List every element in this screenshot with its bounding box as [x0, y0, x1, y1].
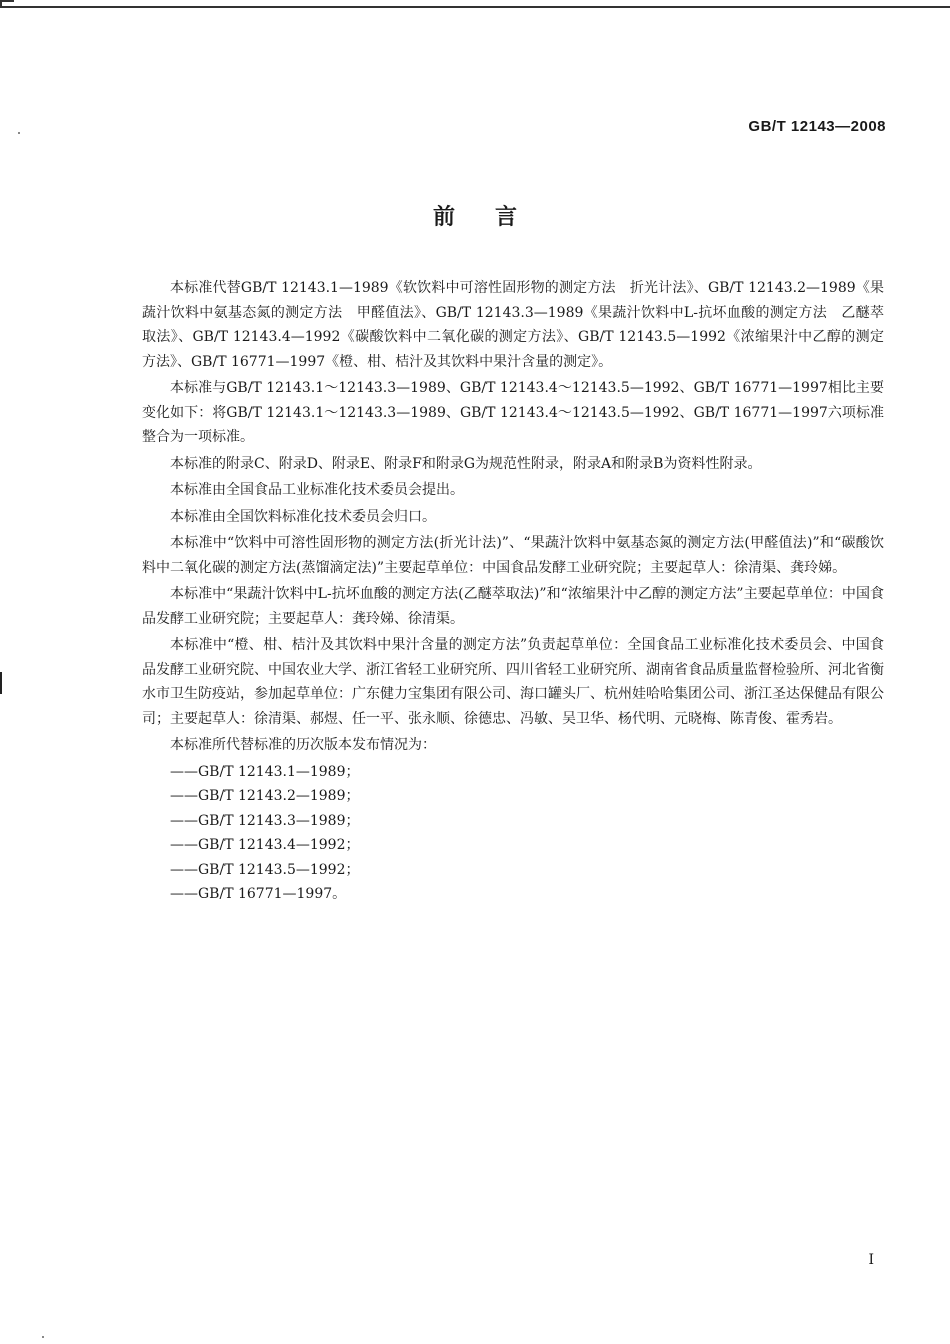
header-rule-corner: [0, 0, 14, 8]
paragraph-drafters-2: 本标准中“果蔬汁饮料中L-抗坏血酸的测定方法(乙醚萃取法)”和“浓缩果汁中乙醇的测定方法”主要起草单位：中国食品发酵工业研究院；主要起草人：龚玲娣、徐清渠。: [142, 586, 884, 627]
list-item: ——GB/T 16771—1997。: [170, 886, 347, 902]
paragraph-centralized: 本标准由全国饮料标准化技术委员会归口。: [170, 508, 436, 525]
standard-code: GB/T 12143—2008: [748, 118, 886, 135]
paragraph-history-intro: 本标准所代替标准的历次版本发布情况为：: [170, 737, 436, 753]
foreword-body: [142, 276, 884, 907]
paragraph-drafters-1: 本标准中“饮料中可溶性固形物的测定方法(折光计法)”、“果蔬汁饮料中氨基态氮的测定方法(甲醛值法)”和“碳酸饮料中二氧化碳的测定方法(蒸馏滴定法)”主要起草单位：中国食品发酵工业研究院；主要起草人：徐清渠、龚玲娣。: [142, 535, 884, 576]
paragraph-replaces: 本标准代替GB/T 12143.1—1989《软饮料中可溶性固形物的测定方法 折光计法》、GB/T 12143.2—1989《果蔬汁饮料中氨基态氮的测定方法 甲醛值法》、GB/T 12143.3—1989《果蔬汁饮料中L-抗坏血酸的测定方法 乙醚萃取法》、GB/T 12143.4—1992《碳酸饮料中二氧化碳的测定方法》、GB/T 12143.5—1992《浓缩果汁中乙醇的测定方法》、GB/T 16771—1997《橙、柑、桔汁及其饮料中果汁含量的测定》。: [142, 280, 884, 370]
scan-edge-mark: [0, 672, 2, 694]
header-rule: [0, 6, 950, 8]
paragraph-drafters-3: 本标准中“橙、柑、桔汁及其饮料中果汁含量的测定方法”负责起草单位：全国食品工业标准化技术委员会、中国食品发酵工业研究院、中国农业大学、浙江省轻工业研究所、四川省轻工业研究所、湖南省食品质量监督检验所、河北省衡水市卫生防疫站，参加起草单位：广东健力宝集团有限公司、海口罐头厂、杭州娃哈哈集团公司、浙江圣达保健品有限公司；主要起草人：徐清渠、郝煜、任一平、张永顺、徐德忠、冯敏、吴卫华、杨代明、元晓梅、陈青俊、霍秀岩。: [142, 637, 884, 727]
paragraph-changes: 本标准与GB/T 12143.1～12143.3—1989、GB/T 12143.4～12143.5—1992、GB/T 16771—1997相比主要变化如下：将GB/T 12143.1～12143.3—1989、GB/T 12143.4～12143.5—1992、GB/T 16771—1997六项标准整合为一项标准。: [142, 380, 884, 445]
scan-speck: [18, 132, 20, 134]
list-item: ——GB/T 12143.4—1992；: [170, 837, 360, 853]
paragraph-annexes: 本标准的附录C、附录D、附录E、附录F和附录G为规范性附录，附录A和附录B为资料性附录。: [170, 455, 762, 472]
scan-speck: [42, 1336, 44, 1338]
paragraph-proposer: 本标准由全国食品工业标准化技术委员会提出。: [170, 482, 464, 498]
list-item: ——GB/T 12143.3—1989；: [170, 812, 360, 829]
list-item: ——GB/T 12143.1—1989；: [170, 763, 360, 780]
list-item: ——GB/T 12143.2—1989；: [170, 788, 360, 804]
list-item: ——GB/T 12143.5—1992；: [170, 861, 360, 878]
page-title: 前言: [432, 205, 557, 230]
history-version-list: [142, 760, 884, 907]
page-number: I: [868, 1252, 874, 1268]
